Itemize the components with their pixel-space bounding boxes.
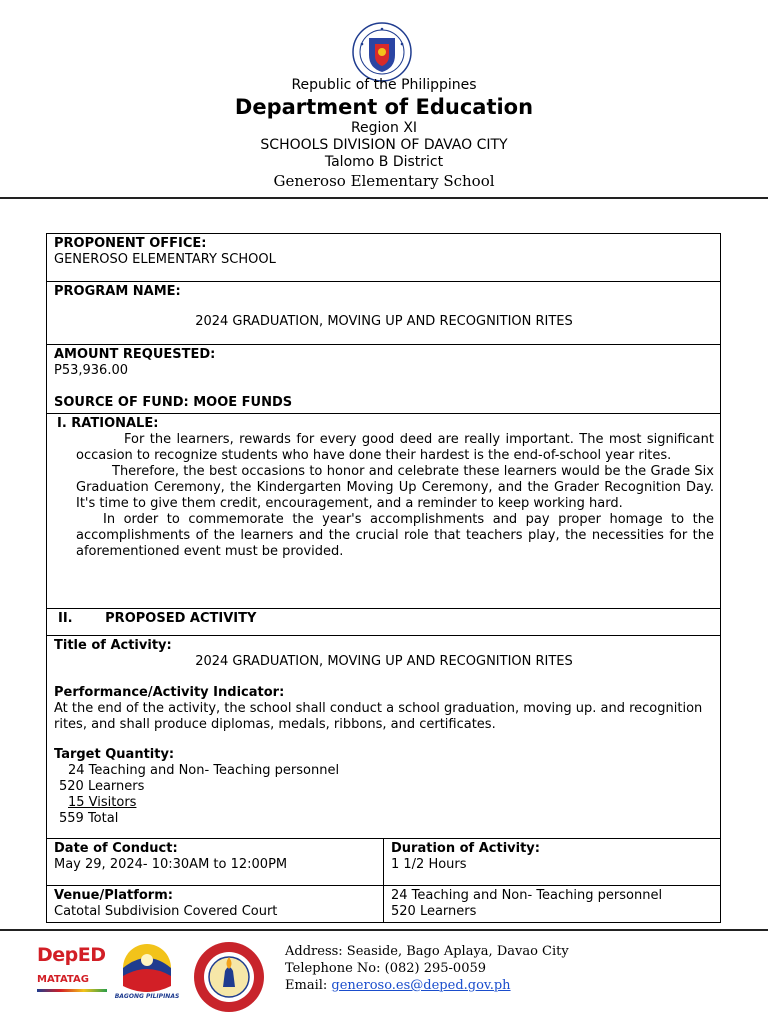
footer-email-line [285, 977, 511, 994]
venue-value: Catotal Subdivision Covered Court [54, 904, 278, 919]
amount-cell [47, 345, 721, 414]
region-line: Region XI [350, 120, 418, 136]
duration-value: 1 1/2 Hours [391, 857, 467, 872]
program-cell [47, 282, 721, 345]
division-line: SCHOOLS DIVISION OF DAVAO CITY [260, 137, 508, 153]
rationale-body [54, 432, 714, 560]
target-visitors [54, 795, 714, 811]
proposal-table [46, 233, 721, 923]
school-seal-text [0, 0, 17, 1]
venue-label: Venue/Platform: [54, 888, 173, 903]
target-total: 559 Total [59, 811, 119, 826]
participants-cell [384, 886, 721, 923]
duration-cell [384, 839, 721, 886]
target-label: Target Quantity: [54, 747, 175, 762]
deped-matatag-logo [37, 944, 107, 1004]
proponent-label: PROPONENT OFFICE: [54, 236, 207, 251]
email-label: Email: [285, 978, 332, 993]
footer-address: Address: Seaside, Bago Aplaya, Davao City [285, 944, 569, 959]
activity-details-cell [47, 636, 721, 839]
date-label: Date of Conduct: [54, 841, 178, 856]
participants-learners: 520 Learners [391, 904, 477, 919]
target-learners: 520 Learners [59, 779, 145, 794]
proposed-num: II. [58, 611, 73, 626]
deped-logo-text: DepED [37, 944, 106, 966]
footer-divider [0, 929, 768, 931]
title-value: 2024 GRADUATION, MOVING UP AND RECOGNITION RITES [195, 654, 573, 669]
amount-value: P53,936.00 [54, 363, 129, 378]
rationale-heading: I. RATIONALE: [57, 416, 159, 431]
bagong-pilipinas-text: BAGONG PILIPINAS [114, 993, 180, 1000]
participants-personnel: 24 Teaching and Non- Teaching personnel [391, 888, 663, 903]
indicator-label: Performance/Activity Indicator: [54, 685, 285, 700]
rationale-paragraph: In order to commemorate the year's accomplishments and pay proper homage to the accomplishments of the learners and the crucial role that teachers play, the necessities for the aforementioned event must be provided. [76, 512, 714, 559]
department-title: Department of Education [234, 95, 534, 119]
district-line: Talomo B District [324, 154, 444, 170]
rationale-cell [47, 414, 721, 609]
target-visitors-text: 15 Visitors [68, 795, 137, 810]
title-label: Title of Activity: [54, 638, 172, 653]
rationale-paragraph: Therefore, the best occasions to honor and celebrate these learners would be the Grade Six Graduation Ceremony, the Kindergarten Moving Up Ceremony, and the Grader Recognition Day. It's time to give them credit, encouragement, and a reminder to keep working hard. [76, 464, 714, 511]
deped-seal [352, 22, 412, 82]
fund-source: SOURCE OF FUND: MOOE FUNDS [54, 395, 293, 410]
matatag-text: MATATAG [37, 974, 89, 985]
school-seal-logo [193, 941, 265, 1013]
venue-cell [47, 886, 384, 923]
rationale-paragraph: For the learners, rewards for every good deed are really important. The most significant occasion to recognize students who have done their hardest is the end-of-school year rites. [76, 432, 714, 463]
proponent-value: GENEROSO ELEMENTARY SCHOOL [54, 252, 276, 267]
school-line: Generoso Elementary School [273, 172, 495, 190]
proposed-heading: PROPOSED ACTIVITY [105, 611, 257, 626]
indicator-value: At the end of the activity, the school shall conduct a school graduation, moving up. and recognition rites, and shall produce diplomas, medals, ribbons, and certificates. [54, 701, 703, 732]
target-personnel: 24 Teaching and Non- Teaching personnel [68, 763, 340, 778]
republic-line: Republic of the Philippines [291, 77, 477, 93]
matatag-bar [37, 989, 107, 992]
program-value: 2024 GRADUATION, MOVING UP AND RECOGNITION RITES [195, 314, 573, 329]
date-cell [47, 839, 384, 886]
footer-telephone: Telephone No: (082) 295-0059 [285, 961, 487, 976]
proponent-cell [47, 234, 721, 282]
amount-label: AMOUNT REQUESTED: [54, 347, 216, 362]
bagong-pilipinas-logo [115, 942, 179, 994]
email-link[interactable]: generoso.es@deped.gov.ph [331, 978, 511, 993]
header-divider [0, 197, 768, 199]
program-label: PROGRAM NAME: [54, 284, 181, 299]
proposed-activity-heading-cell [47, 609, 721, 636]
date-value: May 29, 2024- 10:30AM to 12:00PM [54, 857, 288, 872]
duration-label: Duration of Activity: [391, 841, 540, 856]
